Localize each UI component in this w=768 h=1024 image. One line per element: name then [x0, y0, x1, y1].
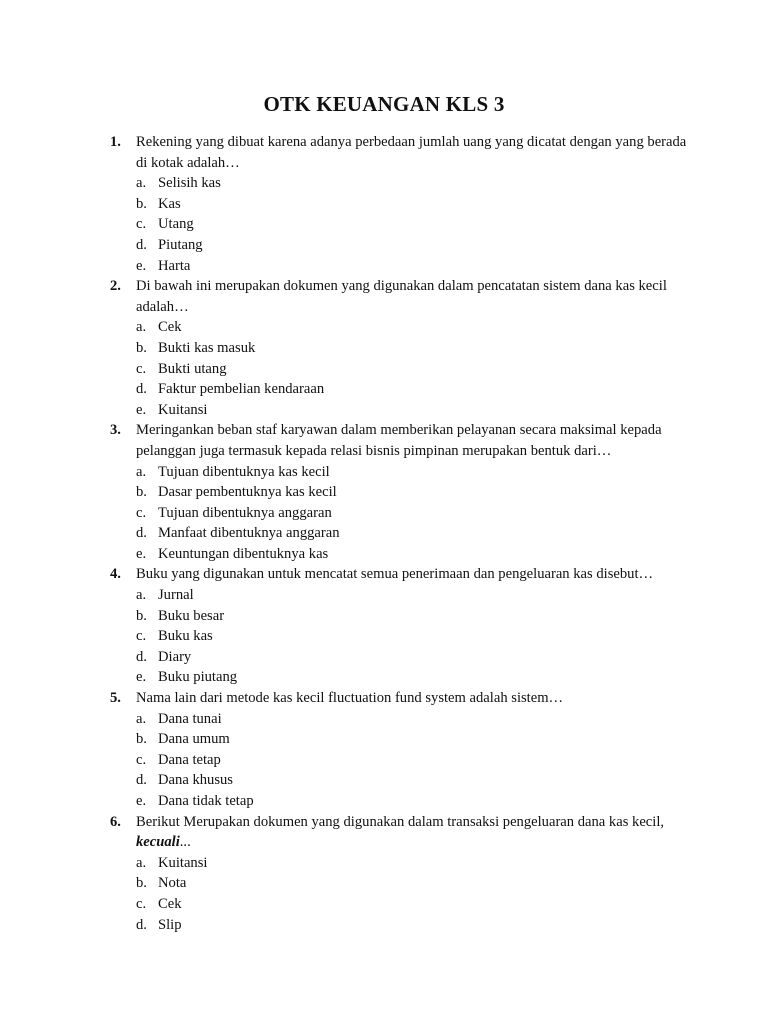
question-1	[110, 132, 690, 276]
option-letter: e.	[136, 545, 147, 562]
option-letter: d.	[136, 648, 147, 665]
option-letter: c.	[136, 895, 147, 912]
option-letter: b.	[136, 195, 147, 212]
option-item	[136, 729, 690, 750]
option-letter: a.	[136, 175, 147, 192]
option-item	[136, 606, 690, 627]
option-item	[136, 915, 690, 936]
option-text: Jurnal	[158, 587, 194, 604]
option-text: Harta	[158, 257, 191, 274]
question-list	[110, 132, 690, 935]
question-number: 3.	[110, 422, 121, 439]
question-emphasis: kecuali	[136, 834, 180, 851]
option-item	[136, 359, 690, 380]
option-item	[136, 853, 690, 874]
option-letter: e.	[136, 793, 147, 809]
option-item	[136, 235, 690, 256]
option-list	[136, 709, 690, 812]
option-item	[136, 750, 690, 771]
option-letter: a.	[136, 319, 147, 336]
question-6	[110, 812, 690, 936]
option-list	[136, 173, 690, 276]
option-text: Kuitansi	[158, 854, 208, 871]
option-text: Bukti utang	[158, 360, 227, 377]
option-letter: b.	[136, 484, 147, 501]
option-letter: b.	[136, 731, 147, 748]
option-text: Faktur pembelian kendaraan	[158, 381, 325, 398]
option-text: Dana tidak tetap	[158, 793, 254, 809]
question-text: Meringankan beban staf karyawan dalam memberikan pelayanan secara maksimal kepada pelanggan juga termasuk kepada relasi bisnis pimpinan merupakan bentuk dari…	[136, 422, 662, 459]
question-number: 2.	[110, 278, 121, 295]
option-item	[136, 770, 690, 791]
option-letter: a.	[136, 463, 147, 480]
option-letter: e.	[136, 669, 147, 686]
option-text: Dana khusus	[158, 772, 233, 789]
option-list	[136, 853, 690, 935]
question-2	[110, 276, 690, 420]
option-text: Cek	[158, 895, 182, 912]
option-item	[136, 503, 690, 524]
question-number: 4.	[110, 566, 121, 583]
option-item	[136, 667, 690, 688]
question-text: Nama lain dari metode kas kecil fluctuation fund system adalah sistem…	[136, 690, 564, 707]
option-item	[136, 256, 690, 277]
option-text: Kuitansi	[158, 401, 208, 418]
option-letter: a.	[136, 710, 147, 727]
option-text: Utang	[158, 216, 194, 233]
option-text: Kas	[158, 195, 181, 212]
option-text: Nota	[158, 875, 187, 892]
option-text: Tujuan dibentuknya anggaran	[158, 504, 332, 521]
option-item	[136, 317, 690, 338]
question-text: Buku yang digunakan untuk mencatat semua penerimaan dan pengeluaran kas disebut…	[136, 566, 654, 583]
option-letter: b.	[136, 607, 147, 624]
option-text: Piutang	[158, 236, 203, 253]
option-item	[136, 709, 690, 730]
question-4	[110, 564, 690, 688]
option-item	[136, 873, 690, 894]
option-letter: a.	[136, 854, 147, 871]
option-item	[136, 338, 690, 359]
option-text: Keuntungan dibentuknya kas	[158, 545, 329, 562]
option-text: Tujuan dibentuknya kas kecil	[158, 463, 330, 480]
option-item	[136, 626, 690, 647]
option-text: Manfaat dibentuknya anggaran	[158, 525, 340, 542]
option-letter: b.	[136, 339, 147, 356]
option-letter: e.	[136, 401, 147, 418]
question-number: 6.	[110, 813, 121, 830]
option-text: Buku piutang	[158, 669, 238, 686]
option-letter: c.	[136, 628, 147, 645]
question-text	[136, 812, 690, 853]
option-list	[136, 317, 690, 420]
option-letter: d.	[136, 772, 147, 789]
question-text: Di bawah ini merupakan dokumen yang digunakan dalam pencatatan sistem dana kas kecil adalah…	[136, 278, 667, 315]
option-text: Dana umum	[158, 731, 230, 748]
option-letter: d.	[136, 525, 147, 542]
option-item	[136, 482, 690, 503]
option-item	[136, 194, 690, 215]
option-item	[136, 173, 690, 194]
question-number: 5.	[110, 690, 121, 707]
option-letter: e.	[136, 257, 147, 274]
option-text: Selisih kas	[158, 175, 221, 192]
question-5	[110, 688, 690, 812]
option-letter: d.	[136, 916, 147, 933]
option-item	[136, 379, 690, 400]
option-letter: b.	[136, 875, 147, 892]
question-number: 1.	[110, 134, 121, 150]
option-item	[136, 544, 690, 565]
option-item	[136, 523, 690, 544]
question-text: Rekening yang dibuat karena adanya perbedaan jumlah uang yang dicatat dengan yang berada di kotak adalah…	[136, 134, 687, 171]
option-text: Slip	[158, 916, 182, 933]
option-item	[136, 894, 690, 915]
option-letter: c.	[136, 216, 147, 233]
option-item	[136, 462, 690, 483]
option-letter: d.	[136, 381, 147, 398]
option-item	[136, 791, 690, 812]
option-text: Cek	[158, 319, 182, 336]
option-text: Buku kas	[158, 628, 213, 645]
option-item	[136, 585, 690, 606]
option-text: Buku besar	[158, 607, 225, 624]
option-list	[136, 462, 690, 565]
option-text: Bukti kas masuk	[158, 339, 256, 356]
page-title: OTK KEUANGAN KLS 3	[263, 92, 505, 116]
option-letter: c.	[136, 504, 147, 521]
option-letter: c.	[136, 360, 147, 377]
option-text: Dana tunai	[158, 710, 222, 727]
option-letter: a.	[136, 587, 147, 604]
question-3	[110, 420, 690, 564]
option-letter: c.	[136, 751, 147, 768]
option-text: Diary	[158, 648, 192, 665]
option-item	[136, 214, 690, 235]
option-letter: d.	[136, 236, 147, 253]
option-text: Dana tetap	[158, 751, 221, 768]
option-item	[136, 647, 690, 668]
option-list	[136, 585, 690, 688]
option-item	[136, 400, 690, 421]
question-text-tail: ...	[179, 834, 191, 851]
question-text-lead: Berikut Merupakan dokumen yang digunakan dalam transaksi pengeluaran dana kas kecil,	[136, 813, 665, 830]
option-text: Dasar pembentuknya kas kecil	[158, 484, 337, 501]
